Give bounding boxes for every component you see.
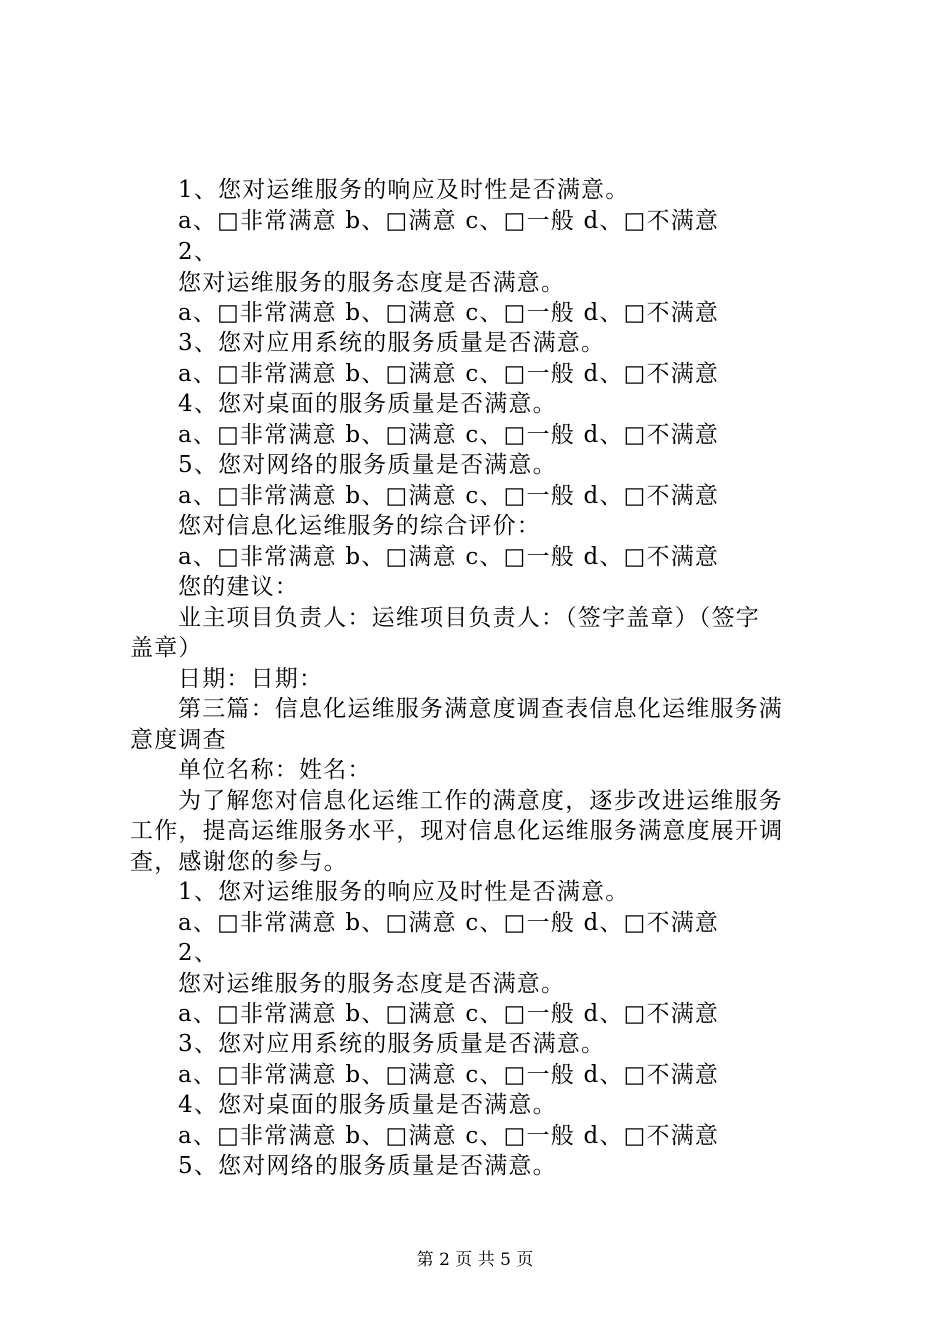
options-4: a、□非常满意 b、□满意 c、□一般 d、□不满意: [178, 422, 720, 448]
question-3-b: 3、您对应用系统的服务质量是否满意。: [178, 1031, 606, 1057]
options-4-b: a、□非常满意 b、□满意 c、□一般 d、□不满意: [178, 1123, 720, 1149]
options-1: a、□非常满意 b、□满意 c、□一般 d、□不满意: [178, 208, 720, 234]
question-1: 1、您对运维服务的响应及时性是否满意。: [178, 177, 630, 203]
page-footer: 第 2 页 共 5 页: [416, 1250, 534, 1270]
suggestion-label: 您的建议：: [178, 574, 299, 600]
question-4-b: 4、您对桌面的服务质量是否满意。: [178, 1092, 557, 1118]
intro-paragraph-3: 查，感谢您的参与。: [130, 849, 348, 875]
question-5: 5、您对网络的服务质量是否满意。: [178, 452, 557, 478]
question-2: 您对运维服务的服务态度是否满意。: [178, 270, 566, 296]
question-5-b: 5、您对网络的服务质量是否满意。: [178, 1153, 557, 1179]
unit-name-line: 单位名称：姓名：: [178, 757, 372, 783]
question-2-number-b: 2、: [178, 940, 219, 966]
options-2: a、□非常满意 b、□满意 c、□一般 d、□不满意: [178, 300, 720, 326]
chapter-title: 第三篇：信息化运维服务满意度调查表信息化运维服务满: [178, 696, 783, 722]
signature-line-cont: 盖章）: [130, 635, 203, 661]
options-1-b: a、□非常满意 b、□满意 c、□一般 d、□不满意: [178, 910, 720, 936]
options-2-b: a、□非常满意 b、□满意 c、□一般 d、□不满意: [178, 1001, 720, 1027]
chapter-title-cont: 意度调查: [130, 727, 227, 753]
question-2-number: 2、: [178, 239, 219, 265]
question-4: 4、您对桌面的服务质量是否满意。: [178, 391, 557, 417]
intro-paragraph-1: 为了解您对信息化运维工作的满意度，逐步改进运维服务: [178, 788, 783, 814]
question-2-b: 您对运维服务的服务态度是否满意。: [178, 971, 566, 997]
options-3-b: a、□非常满意 b、□满意 c、□一般 d、□不满意: [178, 1062, 720, 1088]
overall-options: a、□非常满意 b、□满意 c、□一般 d、□不满意: [178, 544, 720, 570]
question-1-b: 1、您对运维服务的响应及时性是否满意。: [178, 879, 630, 905]
intro-paragraph-2: 工作，提高运维服务水平，现对信息化运维服务满意度展开调: [130, 818, 784, 844]
question-3: 3、您对应用系统的服务质量是否满意。: [178, 330, 606, 356]
overall-question: 您对信息化运维服务的综合评价：: [178, 513, 541, 539]
signature-line: 业主项目负责人：运维项目负责人：（签字盖章）（签字: [178, 605, 760, 631]
options-3: a、□非常满意 b、□满意 c、□一般 d、□不满意: [178, 361, 720, 387]
date-line: 日期：日期：: [178, 666, 324, 692]
options-5: a、□非常满意 b、□满意 c、□一般 d、□不满意: [178, 483, 720, 509]
